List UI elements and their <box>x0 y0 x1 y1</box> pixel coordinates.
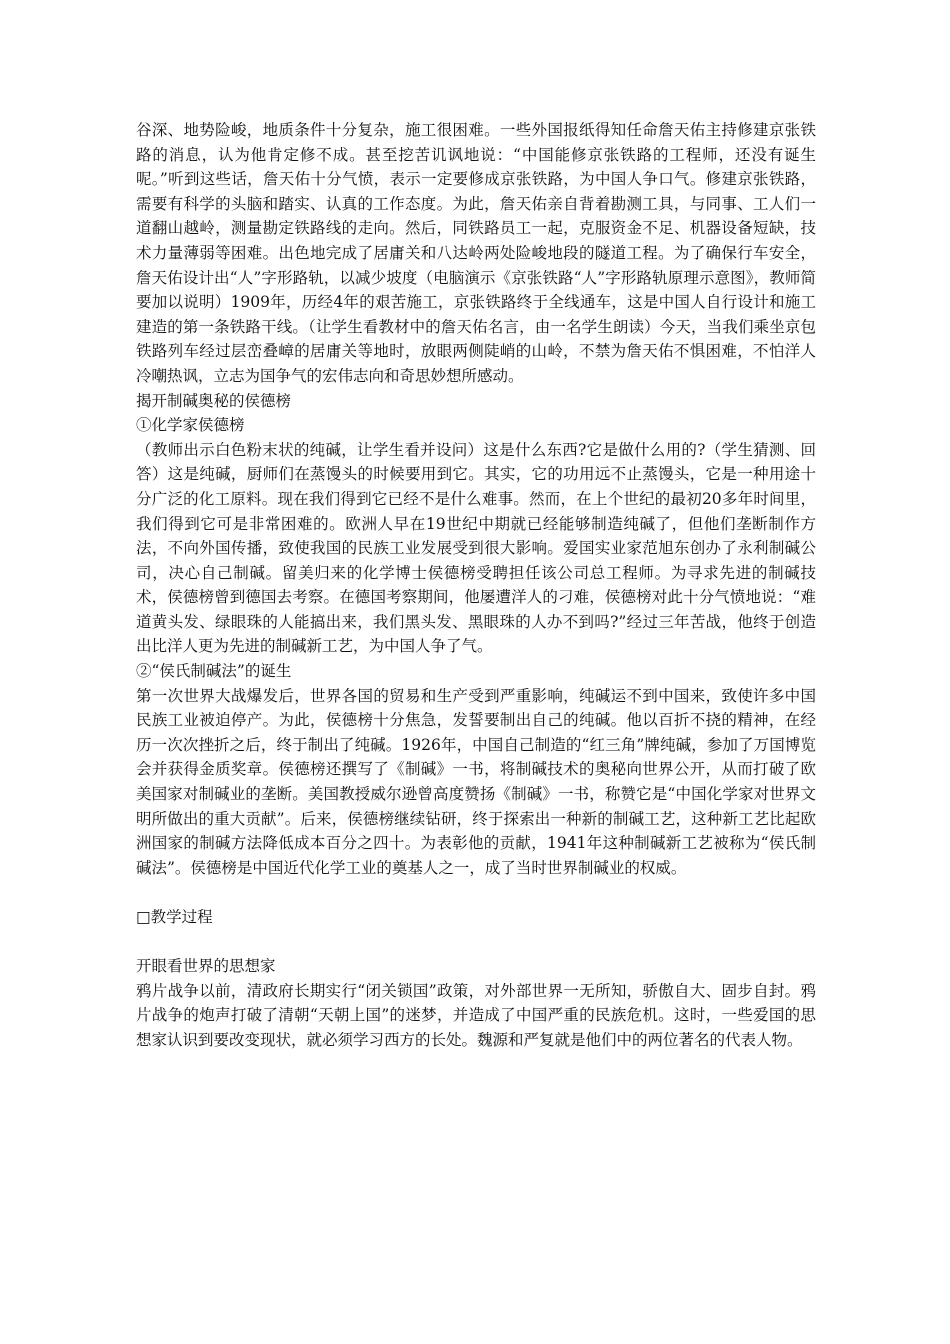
heading-hou-debang: 揭开制碱奥秘的侯德榜 <box>136 391 292 410</box>
paragraph-soda-ash: （教师出示白色粉末状的纯碱，让学生看并设问）这是什么东西?它是做什么用的?（学生猜测、回答）这是纯碱，厨师们在蒸馒头的时候要用到它。其实，它的功用远不止蒸馒头，它是一种用途十分广泛的化工原料。现在我们得到它已经不是什么难事。然而，在上个世纪的最初20多年时间里，我们得到它可是非常困难的。欧洲人早在19世纪中期就已经能够制造纯碱了，但他们垄断制作方法，不向外国传播，致使我国的民族工业发展受到很大影响。爱国实业家范旭东创办了永利制碱公司，决心自己制碱。留美归来的化学博士侯德榜受聘担任该公司总工程师。为寻求先进的制碱技术，侯德榜曾到德国去考察。在德国考察期间，他屡遭洋人的刁难，侯德榜对此十分气愤地说：“难道黄头发、绿眼珠的人能搞出来，我们黑头发、黑眼珠的人办不到吗?”经过三年苦战，他终于创造出比洋人更为先进的制碱新工艺，为中国人争了气。 <box>136 440 816 656</box>
paragraph-hou-process: 第一次世界大战爆发后，世界各国的贸易和生产受到严重影响，纯碱运不到中国来，致使许多中国民族工业被迫停产。为此，侯德榜十分焦急，发誓要制出自己的纯碱。他以百折不挠的精神，在经历一次次挫折之后，终于制出了纯碱。1926年，中国自己制造的“红三角”牌纯碱，参加了万国博览会并获得金质奖章。侯德榜还撰写了《制碱》一书，将制碱技术的奥秘向世界公开，从而打破了欧美国家对制碱业的垄断。美国教授威尔逊曾高度赞扬《制碱》一书，称赞它是“中国化学家对世界文明所做出的重大贡献”。后来，侯德榜继续钻研，终于探索出一种新的制碱工艺，这种新工艺比起欧洲国家的制碱方法降低成本百分之四十。为表彰他的贡献，1941年这种制碱新工艺被称为“侯氏制碱法”。侯德榜是中国近代化学工业的奠基人之一，成了当时世界制碱业的权威。 <box>136 686 816 877</box>
blank-line <box>136 880 816 905</box>
section-heading-teaching-process <box>136 905 816 930</box>
heading-thinkers: 开眼看世界的思想家 <box>136 957 276 976</box>
paragraph-zhan-tianyou: 谷深、地势险峻，地质条件十分复杂，施工很困难。一些外国报纸得知任命詹天佑主持修建京张铁路的消息，认为他肯定修不成。甚至挖苦讥讽地说：“中国能修京张铁路的工程师，还没有诞生呢。”听到这些话，詹天佑十分气愤，表示一定要修成京张铁路，为中国人争口气。修建京张铁路，需要有科学的头脑和踏实、认真的工作态度。为此，詹天佑亲自背着勘测工具，与同事、工人们一道翻山越岭，测量勘定铁路线的走向。然后，同铁路员工一起，克服资金不足、机器设备短缺，技术力量薄弱等困难。出色地完成了居庸关和八达岭两处险峻地段的隧道工程。为了确保行车安全，詹天佑设计出“人”字形路轨，以减少坡度（电脑演示《京张铁路“人”字形路轨原理示意图》，教师简要加以说明）1909年，历经4年的艰苦施工，京张铁路终于全线通车，这是中国人自行设计和施工建造的第一条铁路干线。（让学生看教材中的詹天佑名言，由一名学生朗读）今天，当我们乘坐京包铁路列车经过层峦叠嶂的居庸关等地时，放眼两侧陡峭的山岭，不禁为詹天佑不惧困难，不怕洋人冷嘲热讽，立志为国争气的宏伟志向和奇思妙想所感动。 <box>136 121 816 385</box>
blank-line <box>136 930 816 955</box>
document-page <box>136 118 816 1053</box>
checkbox-icon: □ <box>136 908 151 926</box>
subheading-chemist: ①化学家侯德榜 <box>136 416 245 435</box>
section-title: 教学过程 <box>150 908 213 926</box>
subheading-hou-process: ②“侯氏制碱法”的诞生 <box>136 662 292 681</box>
paragraph-opium-war: 鸦片战争以前，清政府长期实行“闭关锁国”政策，对外部世界一无所知，骄傲自大、固步自封。鸦片战争的炮声打破了清朝“天朝上国”的迷梦，并造成了中国严重的民族危机。这时，一些爱国的思想家认识到要改变现状，就必须学习西方的长处。魏源和严复就是他们中的两位著名的代表人物。 <box>136 981 816 1049</box>
